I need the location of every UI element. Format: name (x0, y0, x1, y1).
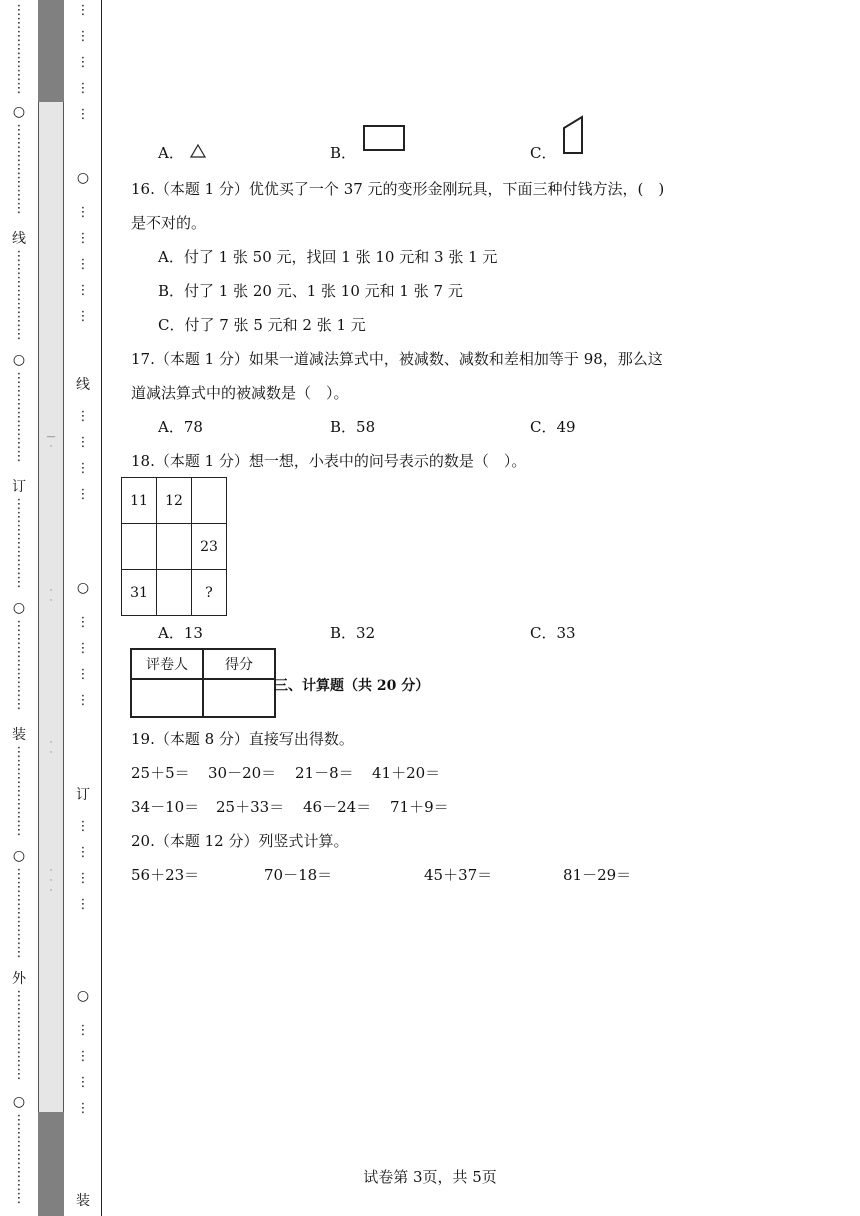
grid-cell: 12 (157, 478, 192, 524)
grid-cell: ? (192, 570, 227, 616)
q17-stem-line1: 17.（本题 1 分）如果一道减法算式中，被减数、减数和差相加等于 98，那么这 (131, 350, 663, 368)
page-footer: 试卷第 3页，共 5页 (363, 1168, 497, 1186)
binding-hole-icon: ○ (12, 848, 26, 864)
q19-item: 34－10＝ (131, 798, 200, 816)
q17-stem-line2: 道减法算式中的被减数是（ ）。 (131, 384, 349, 402)
score-input-row (131, 679, 275, 717)
q20-item: 45＋37＝ (424, 866, 493, 884)
binding-hole-icon: ○ (12, 1094, 26, 1110)
triangle-icon (189, 143, 207, 159)
q15-option-a: A． (158, 142, 207, 163)
q16-stem-line2: 是不对的。 (131, 214, 207, 232)
dotted-line: ⋮ ⋮ ⋮ ⋮ ⋮ ⋮ ⋮ (12, 745, 26, 838)
grid-cell (157, 524, 192, 570)
dotted-line: ⋮ ⋮ ⋮ ⋮ ⋮ ⋮ ⋮ (12, 249, 26, 342)
q17-option-b: B．58 (330, 418, 376, 436)
q20-item: 81－29＝ (563, 866, 632, 884)
dotted-line: ⋮ ⋮ ⋮ ⋮ ⋮ (76, 205, 90, 324)
dotted-line: ⋮ ⋮ ⋮ ⋮ (76, 1023, 90, 1116)
q19-item: 30－20＝ (208, 764, 277, 782)
grid-cell: 11 (122, 478, 157, 524)
q16-stem-line1: 16.（本题 1 分）优优买了一个 37 元的变形金刚玩具，下面三种付钱方法，( ) (131, 180, 665, 198)
dotted-line: ⋮ ⋮ ⋮ ⋮ ⋮ (76, 3, 90, 122)
binding-hole-icon: ○ (76, 988, 90, 1004)
band-mark: · · (49, 586, 53, 606)
q19-item: 46－24＝ (303, 798, 372, 816)
section-title: 三、计算题（共 20 分） (274, 678, 430, 694)
margin-label-line: 线 (12, 231, 26, 247)
q16-option-c: C．付了 7 张 5 元和 2 张 1 元 (158, 316, 366, 334)
dotted-line: ⋮ ⋮ ⋮ ⋮ (76, 409, 90, 502)
inner-label-ding: 订 (76, 787, 90, 803)
score-header: 得分 (203, 649, 275, 679)
q19-item: 25＋5＝ (131, 764, 190, 782)
q15-option-b: B． (330, 144, 357, 162)
q16-option-a: A．付了 1 张 50 元，找回 1 张 10 元和 3 张 1 元 (158, 248, 498, 266)
dotted-line: ⋮ ⋮ ⋮ ⋮ ⋮ ⋮ ⋮ (12, 371, 26, 464)
dotted-line: ⋮ ⋮ ⋮ ⋮ ⋮ ⋮ ⋮ (12, 989, 26, 1082)
q18-option-a: A．13 (158, 624, 203, 642)
dotted-line: ⋮ ⋮ ⋮ ⋮ ⋮ ⋮ ⋮ (12, 1113, 26, 1206)
band-mark: · · · (49, 866, 53, 896)
q15-option-c: C． (530, 144, 557, 162)
dotted-line: ⋮ ⋮ ⋮ ⋮ ⋮ ⋮ ⋮ (12, 867, 26, 960)
inner-label-zhuang: 装 (76, 1193, 90, 1209)
q20-item: 70－18＝ (264, 866, 333, 884)
q19-item: 41＋20＝ (372, 764, 441, 782)
binding-hole-icon: ○ (12, 352, 26, 368)
dotted-line: ⋮ ⋮ ⋮ ⋮ ⋮ ⋮ ⋮ (12, 3, 26, 96)
outer-binding-strip (0, 0, 38, 1216)
band-mark: · · (49, 738, 53, 758)
q20-stem: 20.（本题 12 分）列竖式计算。 (131, 832, 349, 850)
grid-row (122, 524, 227, 570)
grid-row (122, 478, 227, 524)
number-grid (121, 477, 227, 616)
inner-binding-strip (64, 0, 102, 1216)
inner-label-line: 线 (76, 377, 90, 393)
grid-cell (157, 570, 192, 616)
q19-item: 21－8＝ (295, 764, 354, 782)
q16-option-b: B．付了 1 张 20 元、1 张 10 元和 1 张 7 元 (158, 282, 463, 300)
binding-hole-icon: ○ (12, 104, 26, 120)
binding-hole-icon: ○ (76, 580, 90, 596)
grader-header: 评卷人 (131, 649, 203, 679)
q17-option-c: C．49 (530, 418, 576, 436)
q19-item: 25＋33＝ (216, 798, 285, 816)
binding-dark-block-top (38, 0, 64, 102)
grid-cell: 31 (122, 570, 157, 616)
grid-cell (122, 524, 157, 570)
q17-option-a: A．78 (158, 418, 203, 436)
binding-hole-icon: ○ (76, 170, 90, 186)
binding-gray-band (38, 0, 64, 1216)
score-box (130, 648, 276, 718)
grid-row (122, 570, 227, 616)
dotted-line: ⋮ ⋮ ⋮ ⋮ ⋮ ⋮ ⋮ (12, 497, 26, 590)
q18-option-c: C．33 (530, 624, 576, 642)
score-cell[interactable] (203, 679, 275, 717)
q19-stem: 19.（本题 8 分）直接写出得数。 (131, 730, 354, 748)
rectangle-icon (362, 124, 406, 152)
grid-cell: 23 (192, 524, 227, 570)
q18-stem: 18.（本题 1 分）想一想，小表中的问号表示的数是（ ）。 (131, 452, 527, 470)
score-header-row (131, 649, 275, 679)
grader-cell[interactable] (131, 679, 203, 717)
binding-hole-icon: ○ (12, 600, 26, 616)
q18-option-b: B．32 (330, 624, 376, 642)
dotted-line: ⋮ ⋮ ⋮ ⋮ ⋮ ⋮ ⋮ (12, 123, 26, 216)
dotted-line: ⋮ ⋮ ⋮ ⋮ (76, 615, 90, 708)
dotted-line: ⋮ ⋮ ⋮ ⋮ ⋮ ⋮ ⋮ (12, 619, 26, 712)
margin-label-wai: 外 (12, 971, 26, 987)
q20-item: 56＋23＝ (131, 866, 200, 884)
dotted-line: ⋮ ⋮ ⋮ ⋮ (76, 819, 90, 912)
grid-cell (192, 478, 227, 524)
margin-label-zhuang: 装 (12, 727, 26, 743)
binding-dark-block-bottom (38, 1112, 64, 1216)
margin-label-ding: 订 (12, 479, 26, 495)
trapezoid-icon (560, 114, 588, 156)
band-mark: — · (46, 432, 56, 452)
q19-item: 71＋9＝ (390, 798, 449, 816)
